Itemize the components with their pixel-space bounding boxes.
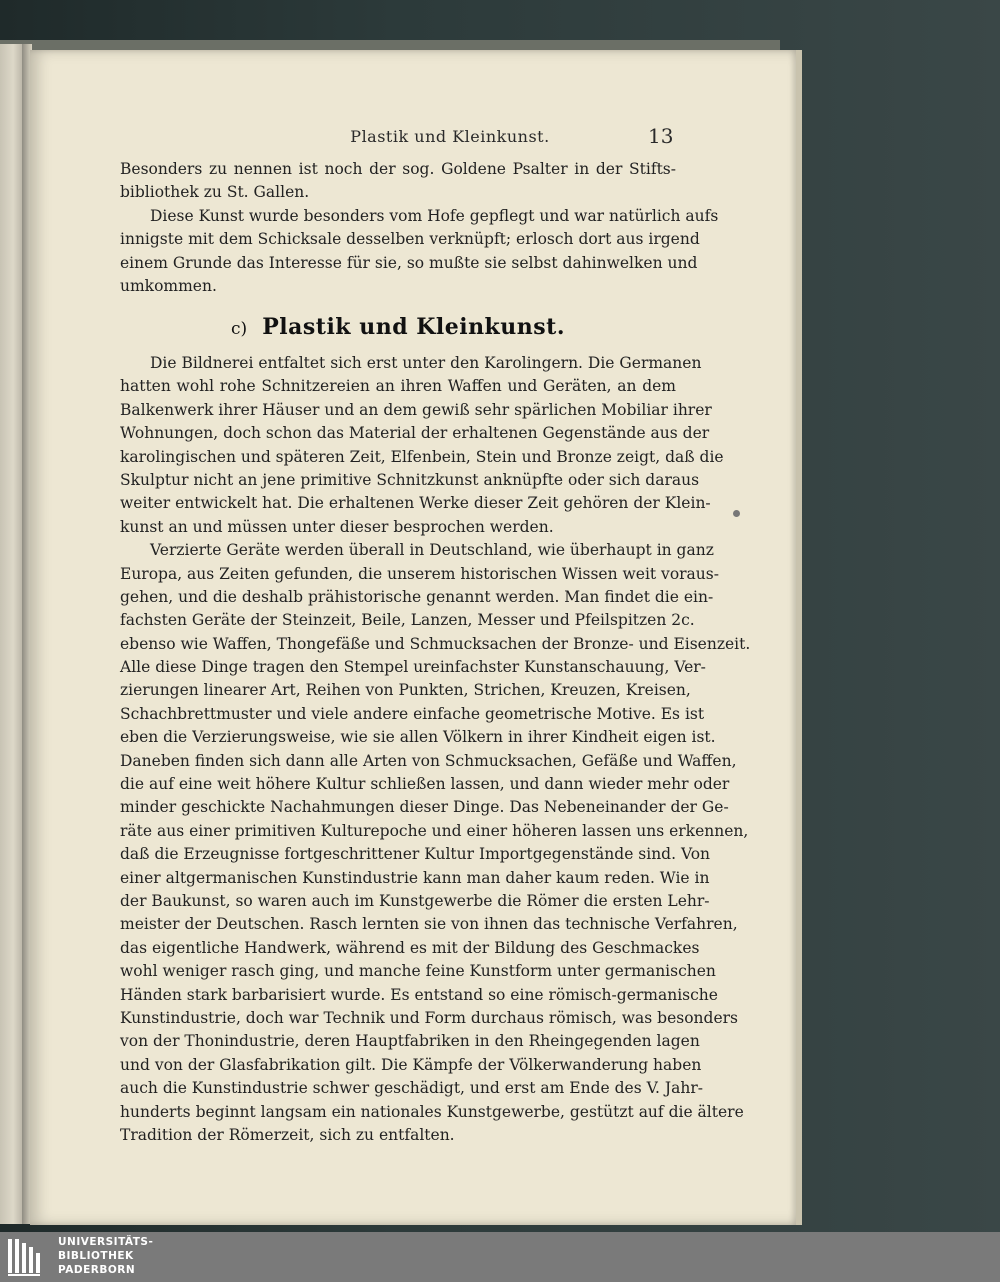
text-line: räte aus einer primitiven Kulturepoche und einer höheren lassen uns erkennen, [120,821,749,840]
text-line: Die Bildnerei entfaltet sich erst unter den Karolingern. Die Germanen [150,354,702,372]
text-line: wohl weniger rasch ging, und manche feine Kunstform unter germanischen [120,962,716,981]
text-line: kunst an und müssen unter dieser besprochen werden. [120,517,554,536]
page-number: 13 [648,124,674,148]
library-logo-icon [6,1237,50,1277]
text-line: ebenso wie Waffen, Thongefäße und Schmucksachen der Bronze- und Eisenzeit. [120,634,751,653]
text-line: Alle diese Dinge tragen den Stempel ureinfachster Kunstanschauung, Ver- [120,658,706,677]
text-line: auch die Kunstindustrie schwer geschädigt, und erst am Ende des V. Jahr- [120,1079,703,1098]
text-line: weiter entwickelt hat. Die erhaltenen Werke dieser Zeit gehören der Klein- [120,494,711,513]
text-line: Schachbrettmuster und viele andere einfache geometrische Motive. Es ist [120,704,705,723]
running-head: Plastik und Kleinkunst. [350,127,550,146]
text-line: und von der Glasfabrikation gilt. Die Kämpfe der Völkerwanderung haben [120,1055,702,1074]
text-line: einem Grunde das Interesse für sie, so mußte sie selbst dahinwelken und [120,253,698,272]
text-line: Tradition der Römerzeit, sich zu entfalten. [120,1125,455,1144]
intro-paragraphs [120,158,719,298]
library-name-line-1: UNIVERSITÄTS- [58,1236,154,1248]
text-line: Daneben finden sich dann alle Arten von Schmucksachen, Gefäße und Waffen, [120,751,737,770]
text-line: minder geschickte Nachahmungen dieser Dinge. Das Nebeneinander der Ge- [120,798,729,817]
left-page-edge [0,44,24,1224]
text-line: Besonders zu nennen ist noch der sog. Goldene Psalter in der Stifts- [120,160,676,178]
section-heading [120,314,676,340]
text-line: Skulptur nicht an jene primitive Schnitzkunst anknüpfte oder sich daraus [120,470,700,489]
text-line: daß die Erzeugnisse fortgeschrittener Kultur Importgegenstände sind. Von [120,845,711,864]
text-line: die auf eine weit höhere Kultur schließen lassen, und dann wieder mehr oder [120,775,730,794]
text-line: einer altgermanischen Kunstindustrie kann man daher kaum reden. Wie in [120,868,710,887]
library-name-line-2: BIBLIOTHEK [58,1250,134,1262]
text-line: umkommen. [120,276,217,295]
text-line: das eigentliche Handwerk, während es mit der Bildung des Geschmackes [120,938,700,957]
text-line: zierungen linearer Art, Reihen von Punkten, Strichen, Kreuzen, Kreisen, [120,681,691,700]
text-line: meister der Deutschen. Rasch lernten sie von ihnen das technische Verfahren, [120,915,738,934]
text-line: Diese Kunst wurde besonders vom Hofe gepflegt und war natürlich aufs [150,206,719,225]
text-line: Kunstindustrie, doch war Technik und Form durchaus römisch, was besonders [120,1008,738,1027]
text-line: eben die Verzierungsweise, wie sie allen Völkern in ihrer Kindheit eigen ist. [120,728,716,747]
text-line: Händen stark barbarisiert wurde. Es entstand so eine römisch-germanische [120,985,718,1004]
text-line: hunderts beginnt langsam ein nationales Kunstgewerbe, gestützt auf die ältere [120,1102,744,1121]
text-line: Verzierte Geräte werden überall in Deutschland, wie überhaupt in ganz [150,541,714,560]
text-line: gehen, und die deshalb prähistorische genannt werden. Man findet die ein- [120,587,714,606]
text-line: fachsten Geräte der Steinzeit, Beile, Lanzen, Messer und Pfeilspitzen 2c. [120,611,695,630]
section-number: c) [230,319,248,339]
body-paragraphs [120,352,751,1147]
text-line: karolingischen und späteren Zeit, Elfenbein, Stein und Bronze zeigt, daß die [120,447,724,466]
page-right-edge [796,50,802,1225]
text-line: Europa, aus Zeiten gefunden, die unserem historischen Wissen weit voraus- [120,564,719,583]
scan-dot-mark [733,510,740,517]
text-line: von der Thonindustrie, deren Hauptfabriken in den Rheingegenden lagen [120,1032,700,1051]
text-line: Balkenwerk ihrer Häuser und an dem gewiß sehr spärlichen Mobiliar ihrer [120,400,712,419]
section-title: Plastik und Kleinkunst. [262,314,565,340]
text-line: der Baukunst, so waren auch im Kunstgewerbe die Römer die ersten Lehr- [120,891,710,910]
text-line: hatten wohl rohe Schnitzereien an ihren Waffen und Geräten, an dem [120,377,676,396]
library-name-line-3: PADERBORN [58,1264,136,1276]
text-line: innigste mit dem Schicksale desselben verknüpft; erlosch dort aus irgend [120,230,700,249]
text-line: Wohnungen, doch schon das Material der erhaltenen Gegenstände aus der [120,424,710,443]
text-line: bibliothek zu St. Gallen. [120,183,310,202]
